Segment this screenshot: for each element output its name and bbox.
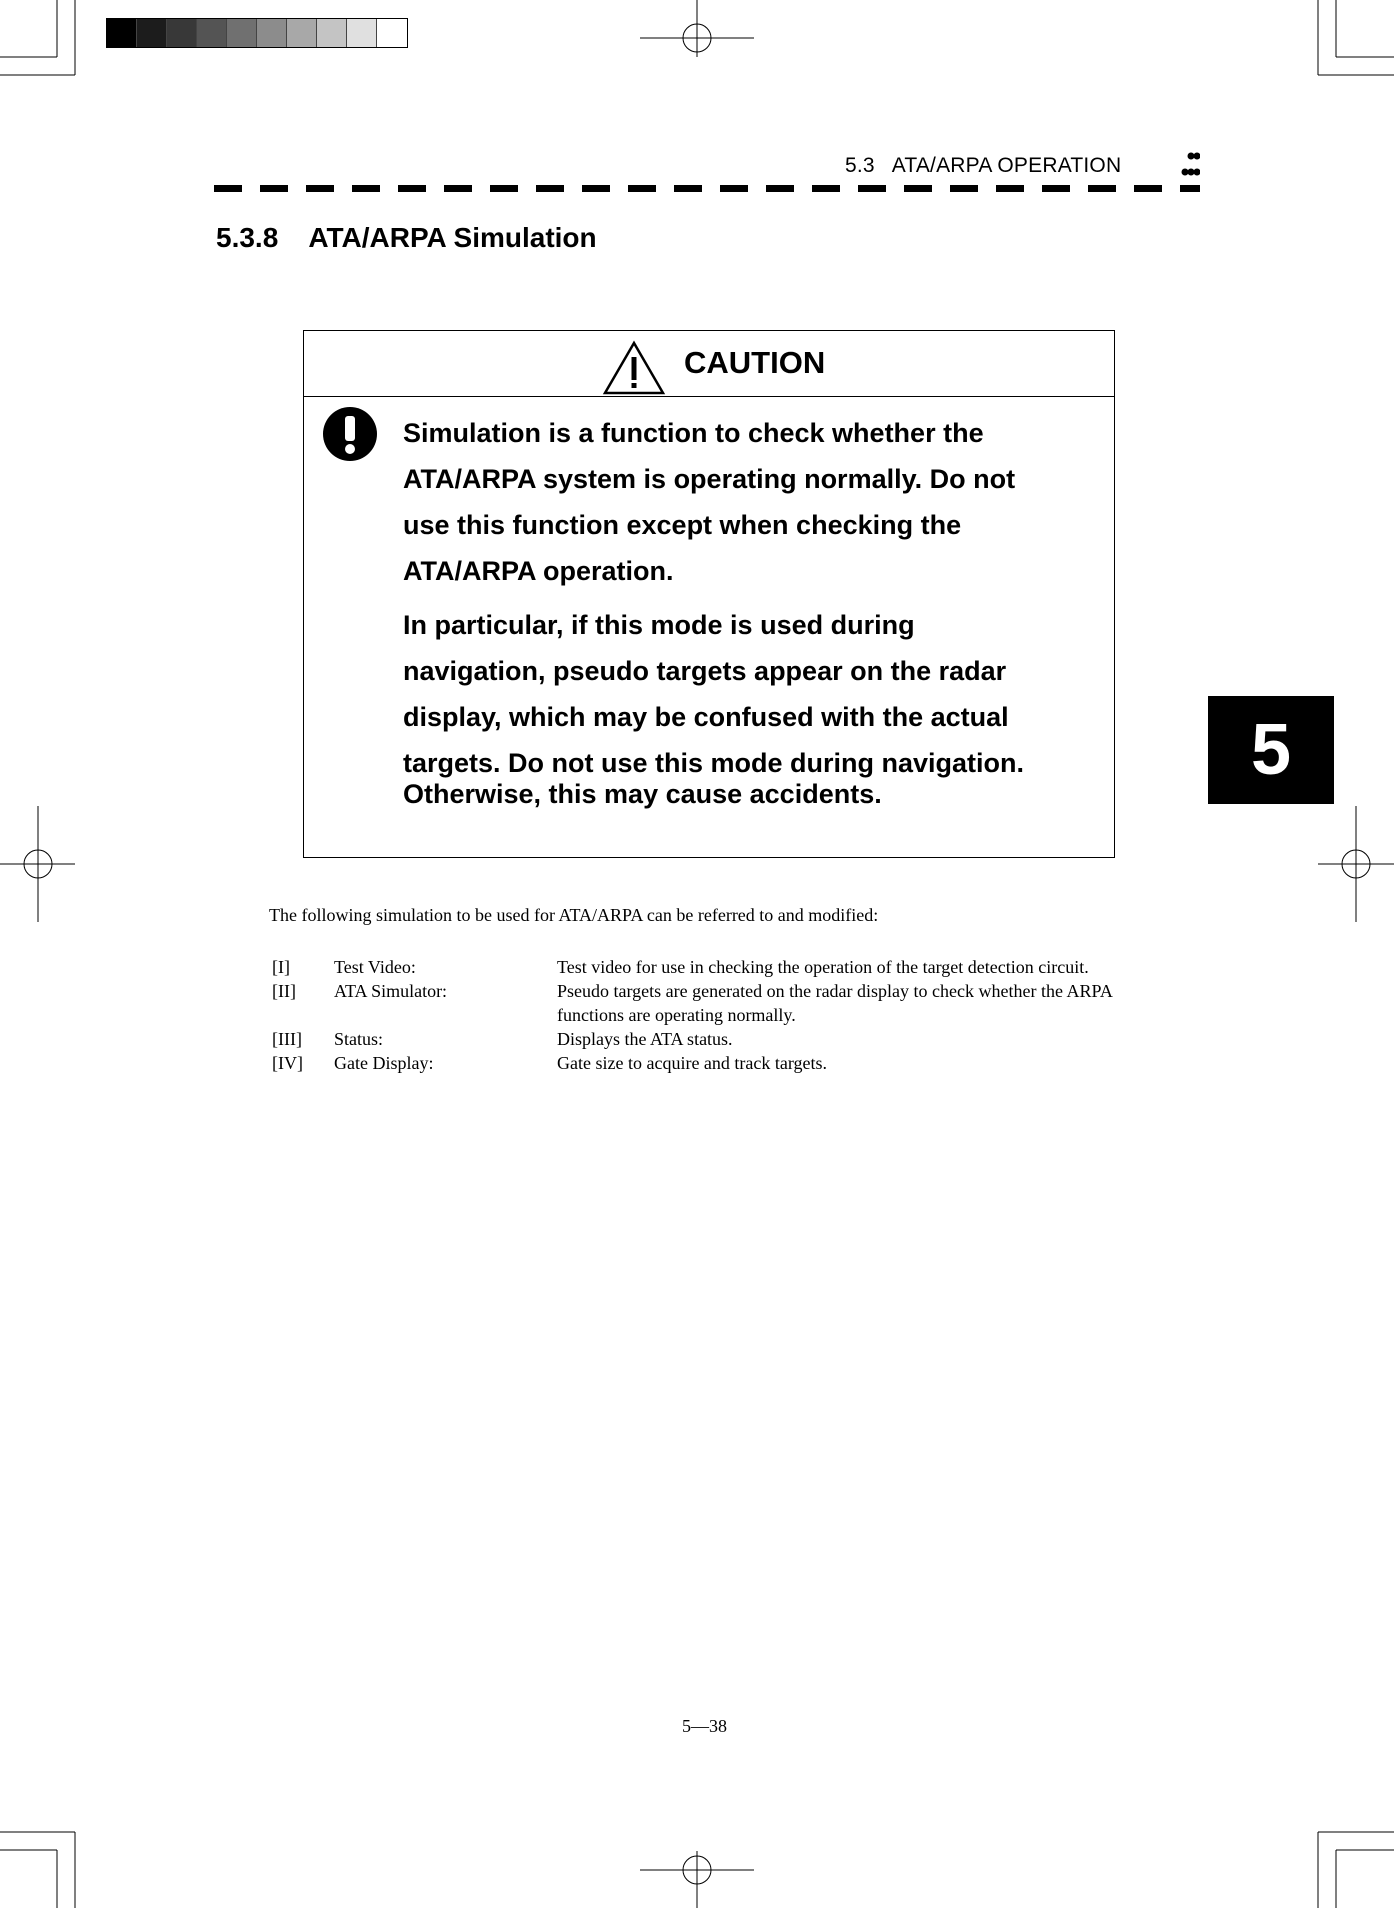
- definition-list: [272, 955, 1232, 1075]
- item-description: Displays the ATA status.: [557, 1029, 733, 1049]
- caution-box: [303, 330, 1115, 858]
- definition-item: [272, 955, 1232, 979]
- caution-paragraph-navigation: In particular, if this mode is used during navigation, pseudo targets appear on the radar display, which may be confused with the actual targets. Do not use this mode during navigation.: [403, 610, 1025, 778]
- definition-item: [272, 1051, 1232, 1075]
- gray-swatch: [317, 19, 347, 47]
- item-term: Status:: [334, 1029, 384, 1049]
- item-term: Test Video:: [334, 957, 416, 977]
- item-description: Test video for use in checking the operation of the target detection circuit.: [557, 957, 1089, 977]
- grayscale-calibration-bar: [106, 18, 408, 48]
- gray-swatch: [257, 19, 287, 47]
- definition-item: [272, 979, 1232, 1027]
- intro-text: The following simulation to be used for ATA/ARPA can be referred to and modified:: [269, 905, 879, 925]
- caution-paragraph-accidents: Otherwise, this may cause accidents.: [403, 779, 882, 809]
- running-header: 5.3 ATA/ARPA OPERATION: [845, 154, 1122, 177]
- gray-swatch: [347, 19, 377, 47]
- item-term: Gate Display:: [334, 1053, 434, 1073]
- header-dashed-rule: [214, 185, 1200, 192]
- gray-swatch: [227, 19, 257, 47]
- item-term: ATA Simulator:: [334, 981, 448, 1001]
- warning-triangle-icon: [602, 340, 666, 396]
- section-title: 5.3.8 ATA/ARPA Simulation: [216, 222, 597, 253]
- mandatory-action-icon: [322, 406, 378, 462]
- item-number: [IV]: [272, 1053, 303, 1073]
- gray-swatch: [287, 19, 317, 47]
- caution-paragraph-purpose: Simulation is a function to check whether the ATA/ARPA system is operating normally. Do not use this function except when checking the ATA/ARPA operation.: [403, 418, 1016, 586]
- item-description: Gate size to acquire and track targets.: [557, 1053, 828, 1073]
- header-dots-icon: [1166, 151, 1200, 181]
- item-number: [I]: [272, 957, 290, 977]
- chapter-tab: 5: [1208, 696, 1334, 804]
- item-number: [II]: [272, 981, 296, 1001]
- gray-swatch: [377, 19, 407, 47]
- gray-swatch: [167, 19, 197, 47]
- gray-swatch: [107, 19, 137, 47]
- gray-swatch: [137, 19, 167, 47]
- page-number: 5—38: [682, 1716, 727, 1736]
- definition-item: [272, 1027, 1232, 1051]
- caution-label: CAUTION: [684, 345, 826, 380]
- item-description: Pseudo targets are generated on the radar display to check whether the ARPA functions are operating normally.: [557, 981, 1113, 1025]
- item-number: [III]: [272, 1029, 302, 1049]
- gray-swatch: [197, 19, 227, 47]
- caution-header: [304, 331, 1114, 397]
